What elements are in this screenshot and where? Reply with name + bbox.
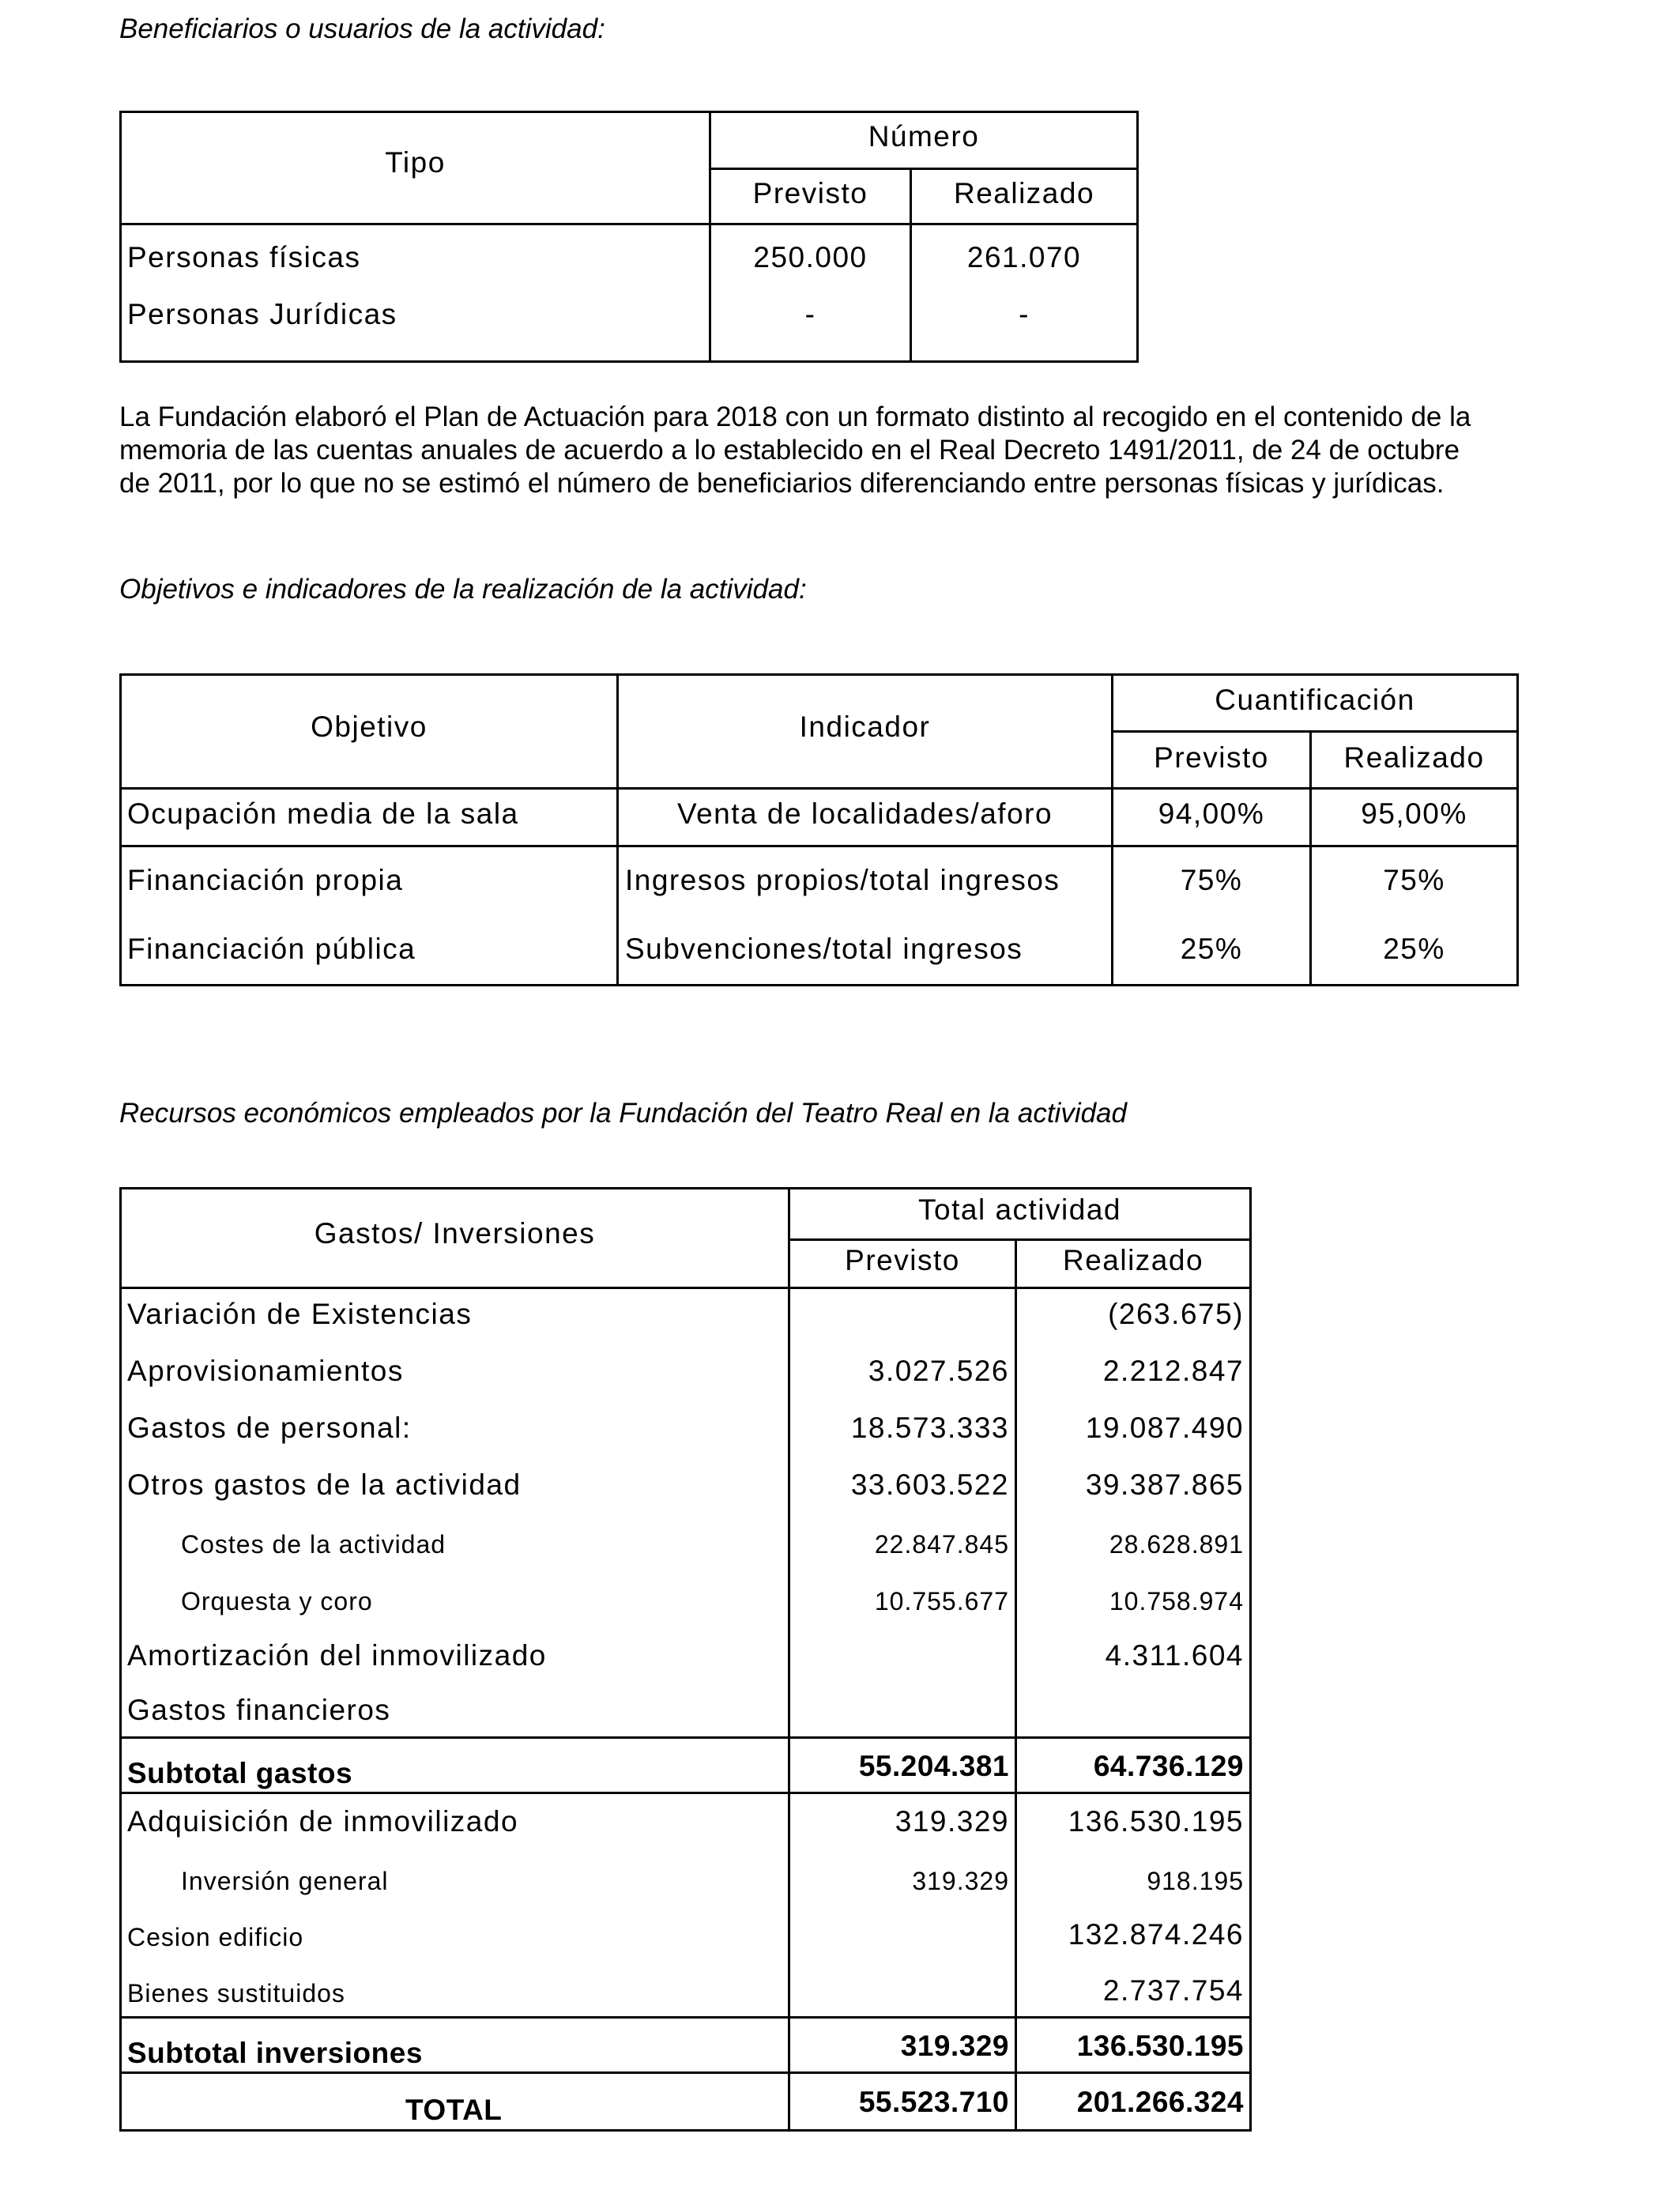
row-realizado: 25% <box>1383 933 1445 965</box>
header-realizado: Realizado <box>953 177 1095 209</box>
row-previsto: 3.027.526 <box>868 1355 1009 1387</box>
row-label: Inversión general <box>181 1867 389 1895</box>
row-indicador: Subvenciones/total ingresos <box>625 933 1023 965</box>
header-realizado: Realizado <box>1062 1244 1204 1276</box>
row-previsto: 75% <box>1180 864 1243 896</box>
header-numero: Número <box>868 120 980 153</box>
total-label: TOTAL <box>405 2094 503 2126</box>
row-label: Gastos de personal: <box>127 1412 412 1444</box>
row-label: Adquisición de inmovilizado <box>127 1805 519 1838</box>
heading-objetivos: Objetivos e indicadores de la realización de la actividad: <box>119 574 807 605</box>
row-realizado: 136.530.195 <box>1068 1805 1244 1838</box>
row-realizado: 19.087.490 <box>1085 1412 1244 1444</box>
header-previsto: Previsto <box>1154 741 1269 774</box>
header-indicador: Indicador <box>799 711 931 743</box>
header-total-actividad: Total actividad <box>918 1193 1121 1226</box>
row-realizado: 75% <box>1383 864 1445 896</box>
row-label: Gastos financieros <box>127 1694 391 1726</box>
row-realizado: 2.737.754 <box>1102 1974 1244 2007</box>
heading-beneficiarios: Beneficiarios o usuarios de la actividad: <box>119 13 605 44</box>
row-realizado: 10.758.974 <box>1109 1587 1244 1615</box>
row-indicador: Venta de localidades/aforo <box>676 797 1053 830</box>
subtotal-inversiones-previsto: 319.329 <box>900 2030 1009 2062</box>
paragraph-line: memoria de las cuentas anuales de acuerdo a lo establecido en el Real Decreto 1491/2011, de 24 de octubre <box>119 435 1460 466</box>
row-previsto: - <box>804 298 816 330</box>
row-realizado: (263.675) <box>1108 1298 1244 1330</box>
row-label: Variación de Existencias <box>127 1298 473 1330</box>
row-label: Cesion edificio <box>127 1923 304 1951</box>
row-label: Bienes sustituidos <box>127 1979 345 2007</box>
row-tipo: Personas físicas <box>127 241 361 273</box>
row-previsto: 22.847.845 <box>874 1530 1009 1559</box>
row-previsto: 250.000 <box>753 241 868 273</box>
header-objetivo: Objetivo <box>311 711 428 743</box>
subtotal-inversiones-label: Subtotal inversiones <box>127 2037 423 2069</box>
row-previsto: 319.329 <box>895 1805 1009 1838</box>
paragraph-line: La Fundación elaboró el Plan de Actuación para 2018 con un formato distinto al recogido en el contenido de la <box>119 401 1471 432</box>
header-realizado: Realizado <box>1343 741 1485 774</box>
row-realizado: 95,00% <box>1361 797 1467 830</box>
row-realizado: 261.070 <box>966 241 1082 273</box>
row-tipo: Personas Jurídicas <box>127 298 397 330</box>
row-label: Costes de la actividad <box>181 1530 446 1559</box>
row-label: Aprovisionamientos <box>127 1355 404 1387</box>
row-realizado: 918.195 <box>1147 1867 1244 1895</box>
row-realizado: 4.311.604 <box>1105 1639 1244 1672</box>
header-previsto: Previsto <box>752 177 868 209</box>
subtotal-inversiones-realizado: 136.530.195 <box>1076 2030 1244 2062</box>
header-gastos: Gastos/ Inversiones <box>314 1217 596 1250</box>
header-tipo: Tipo <box>385 146 446 179</box>
explanatory-paragraph <box>119 401 1534 500</box>
row-previsto: 25% <box>1180 933 1243 965</box>
row-previsto: 319.329 <box>912 1867 1009 1895</box>
subtotal-gastos-previsto: 55.204.381 <box>858 1750 1009 1782</box>
row-label: Orquesta y coro <box>181 1587 373 1615</box>
row-indicador: Ingresos propios/total ingresos <box>625 864 1060 896</box>
row-realizado: 132.874.246 <box>1068 1918 1244 1951</box>
row-realizado: 28.628.891 <box>1109 1530 1244 1559</box>
subtotal-gastos-label: Subtotal gastos <box>127 1757 353 1789</box>
heading-recursos: Recursos económicos empleados por la Fundación del Teatro Real en la actividad <box>119 1098 1127 1129</box>
row-previsto: 10.755.677 <box>874 1587 1009 1615</box>
row-realizado: - <box>1019 298 1030 330</box>
row-previsto: 94,00% <box>1158 797 1265 830</box>
row-label: Otros gastos de la actividad <box>127 1468 522 1501</box>
row-objetivo: Financiación propia <box>127 864 404 896</box>
paragraph-line: de 2011, por lo que no se estimó el número de beneficiarios diferenciando entre personas físicas y jurídicas. <box>119 468 1445 499</box>
row-objetivo: Ocupación media de la sala <box>127 797 519 830</box>
total-realizado: 201.266.324 <box>1076 2086 1244 2118</box>
row-previsto: 33.603.522 <box>850 1468 1009 1501</box>
total-previsto: 55.523.710 <box>858 2086 1009 2118</box>
subtotal-gastos-realizado: 64.736.129 <box>1093 1750 1244 1782</box>
row-label: Amortización del inmovilizado <box>127 1639 547 1672</box>
row-previsto: 18.573.333 <box>850 1412 1009 1444</box>
row-realizado: 39.387.865 <box>1085 1468 1244 1501</box>
row-objetivo: Financiación pública <box>127 933 416 965</box>
header-previsto: Previsto <box>845 1244 960 1276</box>
row-realizado: 2.212.847 <box>1102 1355 1244 1387</box>
header-cuantificacion: Cuantificación <box>1215 684 1415 716</box>
